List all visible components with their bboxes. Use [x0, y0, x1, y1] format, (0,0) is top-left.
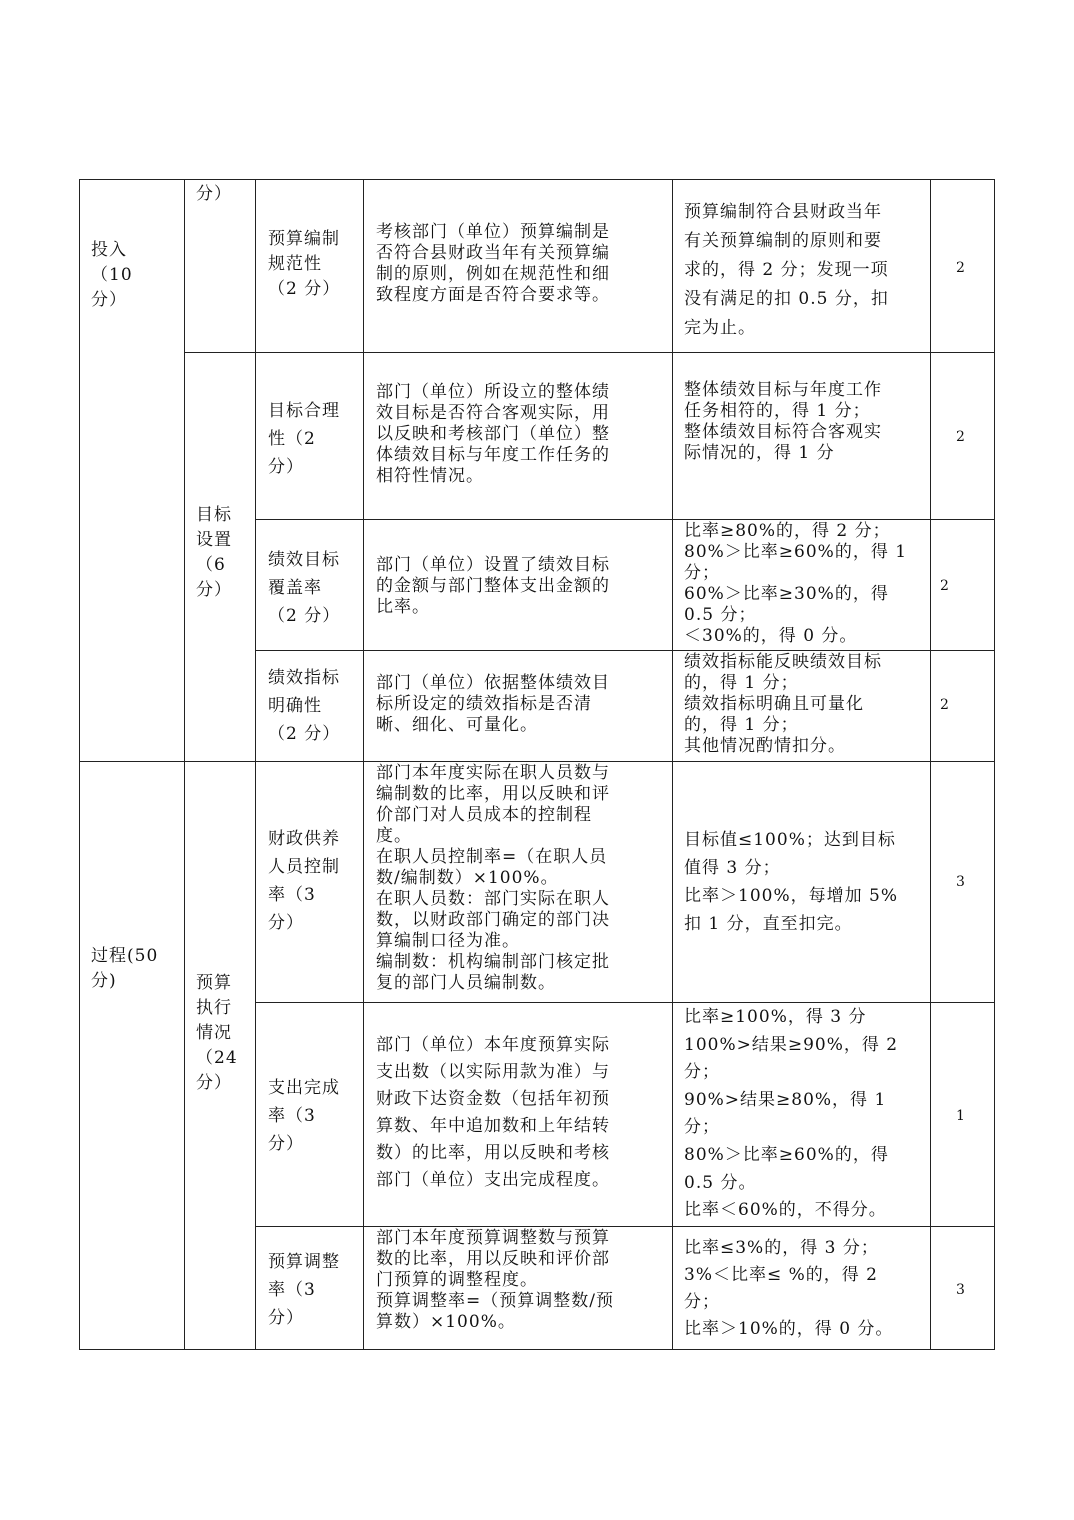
- row-divider: [184, 352, 995, 353]
- indicator-explanation: 考核部门（单位）预算编制是 否符合县财政当年有关预算编 制的原则，例如在规范性和细 致程度方面是否符合要求等。: [376, 222, 610, 305]
- column-divider-2: [255, 179, 256, 1350]
- table-border-bottom: [79, 1349, 995, 1350]
- column-divider-1: [184, 179, 185, 1350]
- subcategory-budget-execution: 预算 执行 情况 （24 分）: [196, 973, 238, 1093]
- category-input: 投入 （10 分）: [91, 240, 133, 310]
- column-divider-5: [930, 179, 931, 1350]
- score-value: 2: [940, 697, 949, 713]
- row-divider: [255, 1226, 995, 1227]
- score-value: 3: [956, 1282, 965, 1298]
- scoring-criteria: 整体绩效目标与年度工作 任务相符的，得 1 分； 整体绩效目标符合客观实 际情况的，得 1 分: [684, 380, 882, 463]
- indicator-name: 支出完成 率（3 分）: [268, 1078, 340, 1154]
- row-divider: [255, 650, 995, 651]
- score-value: 1: [956, 1108, 965, 1124]
- row-divider: [79, 761, 995, 762]
- indicator-explanation: 部门（单位）依据整体绩效目 标所设定的绩效指标是否清 晰、细化、可量化。: [376, 673, 610, 735]
- table-border-left: [79, 179, 80, 1350]
- indicator-name: 绩效指标 明确性 （2 分）: [268, 668, 341, 744]
- score-value: 2: [956, 429, 965, 445]
- indicator-name: 目标合理 性（2 分）: [268, 401, 340, 477]
- row-divider: [255, 1002, 995, 1003]
- score-value: 3: [956, 874, 965, 890]
- scoring-criteria: 绩效指标能反映绩效目标 的，得 1 分； 绩效指标明确且可量化 的，得 1 分； 其他情况酌情扣分。: [684, 652, 882, 756]
- scoring-criteria: 比率≥80%的，得 2 分； 80%＞比率≥60%的，得 1 分； 60%＞比率≥30%的，得 0.5 分； ＜30%的，得 0 分。: [684, 521, 908, 646]
- indicator-explanation: 部门（单位）所设立的整体绩 效目标是否符合客观实际，用 以反映和考核部门（单位）整 体绩效目标与年度工作任务的 相符性情况。: [376, 382, 610, 486]
- subcategory-carryover: 分）: [196, 184, 232, 204]
- score-value: 2: [956, 260, 965, 276]
- table-border-top: [79, 179, 995, 180]
- indicator-explanation: 部门本年度实际在职人员数与 编制数的比率，用以反映和评 价部门对人员成本的控制程 度。 在职人员控制率=（在职人员 数/编制数）×100%。 在职人员数：部门实际在职人 数，以财政部门确定的部门决 算编制口径为准。 编制数：机构编制部门核定批 复的部门人员编制数。: [376, 763, 610, 993]
- indicator-explanation: 部门（单位）设置了绩效目标 的金额与部门整体支出金额的 比率。: [376, 555, 610, 617]
- scoring-criteria: 比率≤3%的，得 3 分； 3%＜比率≤ %的，得 2 分； 比率＞10%的，得 0 分。: [684, 1238, 894, 1339]
- column-divider-3: [363, 179, 364, 1350]
- indicator-explanation: 部门本年度预算调整数与预算 数的比率，用以反映和评价部 门预算的调整程度。 预算调整率=（预算调整数/预 算数）×100%。: [376, 1228, 614, 1332]
- row-divider: [255, 519, 995, 520]
- indicator-name: 财政供养 人员控制 率（3 分）: [268, 829, 340, 933]
- table-border-right: [994, 179, 995, 1350]
- indicator-name: 预算调整 率（3 分）: [268, 1252, 340, 1328]
- scoring-criteria: 比率≥100%，得 3 分 100%>结果≥90%，得 2 分； 90%>结果≥80%，得 1 分； 80%＞比率≥60%的，得 0.5 分。 比率＜60%的，不得分。: [684, 1007, 899, 1221]
- indicator-name: 预算编制 规范性 （2 分）: [268, 229, 341, 299]
- scoring-criteria: 目标值≤100%；达到目标 值得 3 分； 比率＞100%，每增加 5% 扣 1 分，直至扣完。: [684, 830, 898, 934]
- score-value: 2: [940, 578, 949, 594]
- scoring-criteria: 预算编制符合县财政当年 有关预算编制的原则和要 求的，得 2 分；发现一项 没有满足的扣 0.5 分，扣 完为止。: [684, 202, 889, 338]
- subcategory-target-setting: 目标 设置 （6 分）: [196, 505, 232, 600]
- column-divider-4: [672, 179, 673, 1350]
- category-process: 过程(50 分): [91, 946, 159, 991]
- indicator-name: 绩效目标 覆盖率 （2 分）: [268, 550, 341, 626]
- indicator-explanation: 部门（单位）本年度预算实际 支出数（以实际用款为准）与 财政下达资金数（包括年初预 算数、年中追加数和上年结转 数）的比率，用以反映和考核 部门（单位）支出完成程度。: [376, 1035, 610, 1190]
